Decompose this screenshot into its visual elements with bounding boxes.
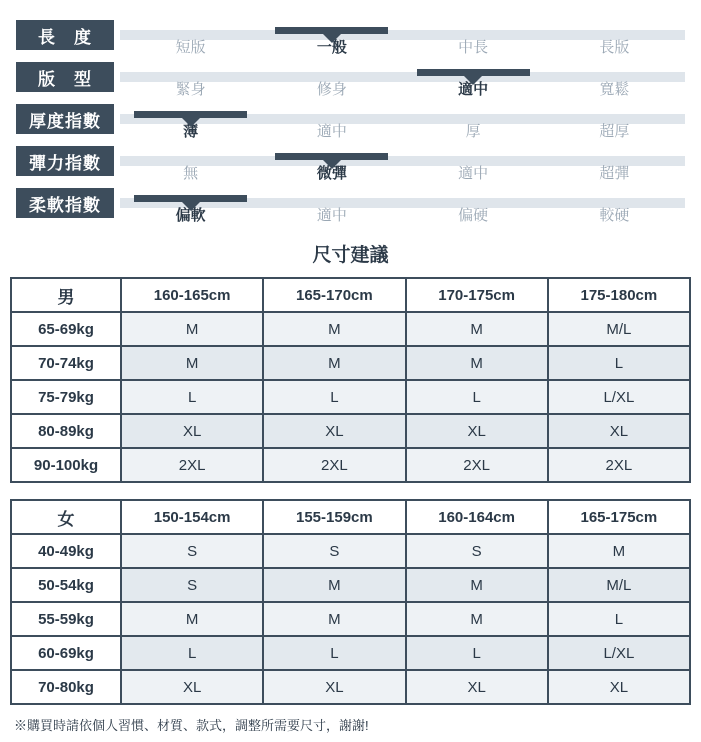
- attribute-option[interactable]: 薄: [183, 123, 199, 140]
- table-cell: L: [548, 602, 690, 636]
- table-cell: M: [121, 346, 263, 380]
- table-cell: S: [263, 534, 405, 568]
- table-cell: M: [263, 312, 405, 346]
- attribute-label: 長 度: [16, 20, 114, 50]
- attribute-option[interactable]: 微彈: [316, 165, 347, 182]
- attribute-options: [120, 78, 685, 99]
- attribute-option[interactable]: 適中: [316, 123, 347, 140]
- attribute-options: [120, 120, 685, 141]
- table-cell: 2XL: [548, 448, 690, 482]
- table-cell: M: [548, 534, 690, 568]
- table-cell: 2XL: [121, 448, 263, 482]
- table-row-header: 80-89kg: [11, 414, 121, 448]
- table-cell: XL: [548, 670, 690, 704]
- table-row-header: 70-80kg: [11, 670, 121, 704]
- table-cell: XL: [406, 414, 548, 448]
- attribute-fill: [134, 195, 247, 202]
- table-column-header: 160-164cm: [406, 500, 548, 534]
- table-column-header: 170-175cm: [406, 278, 548, 312]
- table-cell: M: [406, 602, 548, 636]
- attribute-option[interactable]: 適中: [458, 81, 489, 98]
- table-cell: M: [406, 568, 548, 602]
- table-row-header: 60-69kg: [11, 636, 121, 670]
- table-cell: M/L: [548, 312, 690, 346]
- table-column-header: 165-170cm: [263, 278, 405, 312]
- table-cell: M: [121, 602, 263, 636]
- attribute-caret-icon: [323, 34, 341, 43]
- attribute-options: [120, 36, 685, 57]
- attribute-row: [10, 14, 691, 56]
- attribute-caret-icon: [323, 160, 341, 169]
- size-table: [10, 499, 691, 705]
- table-column-header: 160-165cm: [121, 278, 263, 312]
- attribute-option[interactable]: 厚: [465, 123, 481, 140]
- table-cell: XL: [263, 670, 405, 704]
- attribute-sliders: [10, 0, 691, 224]
- table-cell: 2XL: [406, 448, 548, 482]
- table-cell: XL: [548, 414, 690, 448]
- attribute-fill: [275, 153, 388, 160]
- table-row-header: 65-69kg: [11, 312, 121, 346]
- table-cell: M: [406, 312, 548, 346]
- table-row: [11, 670, 690, 704]
- table-row-header: 50-54kg: [11, 568, 121, 602]
- attribute-option[interactable]: 寬鬆: [599, 81, 630, 98]
- table-cell: M: [263, 568, 405, 602]
- attribute-option[interactable]: 無: [183, 165, 199, 182]
- attribute-label: 版 型: [16, 62, 114, 92]
- table-row: [11, 534, 690, 568]
- table-row-header: 75-79kg: [11, 380, 121, 414]
- attribute-option[interactable]: 中長: [458, 39, 489, 56]
- attribute-option[interactable]: 一般: [316, 39, 347, 56]
- attribute-caret-icon: [182, 118, 200, 127]
- table-column-header: 155-159cm: [263, 500, 405, 534]
- size-table: [10, 277, 691, 483]
- table-cell: L: [263, 636, 405, 670]
- table-row: [11, 568, 690, 602]
- attribute-option[interactable]: 超彈: [599, 165, 630, 182]
- table-header-row: [11, 500, 690, 534]
- table-cell: L: [121, 380, 263, 414]
- table-corner-header: 男: [11, 278, 121, 312]
- table-cell: XL: [406, 670, 548, 704]
- table-column-header: 150-154cm: [121, 500, 263, 534]
- attribute-option[interactable]: 適中: [316, 207, 347, 224]
- table-column-header: 175-180cm: [548, 278, 690, 312]
- attribute-row: [10, 140, 691, 182]
- attribute-options: [120, 162, 685, 183]
- attribute-caret-icon: [182, 202, 200, 211]
- table-header-row: [11, 278, 690, 312]
- table-cell: M: [406, 346, 548, 380]
- attribute-option[interactable]: 長版: [599, 39, 630, 56]
- table-cell: M: [263, 602, 405, 636]
- table-cell: XL: [121, 414, 263, 448]
- table-row: [11, 312, 690, 346]
- attribute-fill: [417, 69, 530, 76]
- attribute-row: [10, 98, 691, 140]
- attribute-option[interactable]: 偏軟: [175, 207, 206, 224]
- table-cell: L: [263, 380, 405, 414]
- table-row-header: 90-100kg: [11, 448, 121, 482]
- attribute-row: [10, 182, 691, 224]
- table-cell: L/XL: [548, 380, 690, 414]
- table-row: [11, 602, 690, 636]
- attribute-label: 柔軟指數: [16, 188, 114, 218]
- attribute-fill: [275, 27, 388, 34]
- table-column-header: 165-175cm: [548, 500, 690, 534]
- table-cell: L/XL: [548, 636, 690, 670]
- attribute-label: 彈力指數: [16, 146, 114, 176]
- attribute-option[interactable]: 適中: [458, 165, 489, 182]
- table-cell: M: [263, 346, 405, 380]
- attribute-option[interactable]: 超厚: [599, 123, 630, 140]
- table-cell: L: [121, 636, 263, 670]
- attribute-option[interactable]: 較硬: [599, 207, 630, 224]
- footnote: ※購買時請依個人習慣、材質、款式，調整所需要尺寸，謝謝!: [14, 718, 369, 733]
- attribute-option[interactable]: 短版: [175, 39, 206, 56]
- size-suggestion-section: [10, 240, 691, 705]
- table-cell: XL: [121, 670, 263, 704]
- table-cell: L: [406, 380, 548, 414]
- attribute-caret-icon: [464, 76, 482, 85]
- attribute-options: [120, 204, 685, 225]
- table-row-header: 55-59kg: [11, 602, 121, 636]
- table-cell: M/L: [548, 568, 690, 602]
- table-cell: M: [121, 312, 263, 346]
- attribute-option[interactable]: 偏硬: [458, 207, 489, 224]
- table-cell: L: [548, 346, 690, 380]
- table-cell: L: [406, 636, 548, 670]
- size-tables: [10, 277, 691, 705]
- table-row: [11, 346, 690, 380]
- table-cell: 2XL: [263, 448, 405, 482]
- table-row: [11, 448, 690, 482]
- attribute-fill: [134, 111, 247, 118]
- table-cell: S: [406, 534, 548, 568]
- table-corner-header: 女: [11, 500, 121, 534]
- table-cell: XL: [263, 414, 405, 448]
- section-title: 尺寸建議: [312, 245, 389, 266]
- table-cell: S: [121, 534, 263, 568]
- attribute-option[interactable]: 緊身: [175, 81, 206, 98]
- attribute-label: 厚度指數: [16, 104, 114, 134]
- table-row: [11, 380, 690, 414]
- table-row-header: 40-49kg: [11, 534, 121, 568]
- table-cell: S: [121, 568, 263, 602]
- table-row: [11, 414, 690, 448]
- table-row-header: 70-74kg: [11, 346, 121, 380]
- table-row: [11, 636, 690, 670]
- attribute-option[interactable]: 修身: [316, 81, 347, 98]
- attribute-row: [10, 56, 691, 98]
